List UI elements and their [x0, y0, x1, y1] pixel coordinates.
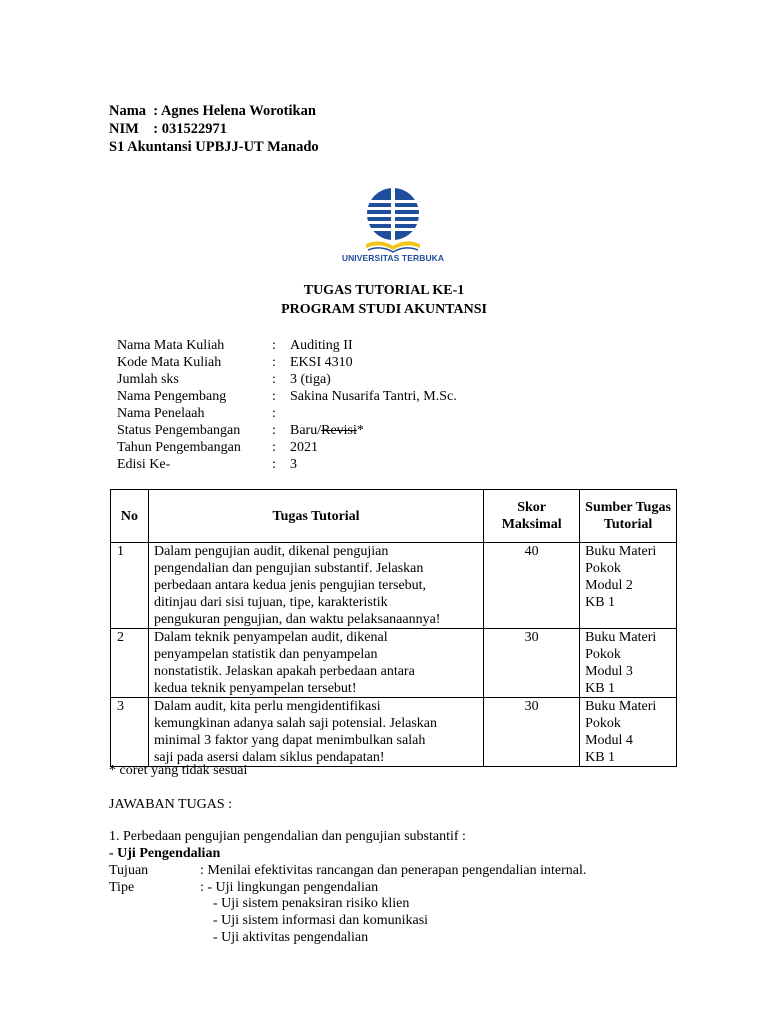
- table-row: [111, 629, 677, 698]
- tipe-label: Tipe: [109, 880, 135, 895]
- source-line: Pokok: [585, 561, 621, 576]
- tipe-item: - Uji aktivitas pengendalian: [206, 930, 369, 945]
- source-line: Modul 3: [585, 664, 633, 679]
- answer-tujuan-row: [109, 863, 586, 879]
- row-score: 30: [484, 698, 580, 767]
- info-colon: :: [272, 440, 276, 455]
- task-line: kedua teknik penyampelan tersebut!: [153, 681, 357, 696]
- student-name-line: Nama : Agnes Helena Worotikan: [109, 103, 316, 119]
- task-line: Dalam pengujian audit, dikenal pengujian: [153, 544, 389, 559]
- document-title: TUGAS TUTORIAL KE-1: [303, 283, 465, 298]
- info-value: 2021: [290, 440, 318, 455]
- source-line: Pokok: [585, 647, 621, 662]
- header-score: Skor Maksimal: [484, 490, 580, 543]
- student-program-line: S1 Akuntansi UPBJJ-UT Manado: [109, 139, 319, 155]
- row-task: [148, 629, 483, 698]
- row-source: [580, 698, 677, 767]
- source-line: KB 1: [585, 750, 616, 765]
- task-line: Dalam audit, kita perlu mengidentifikasi: [153, 699, 381, 714]
- tipe-value: : - Uji lingkungan pengendalian: [200, 880, 379, 895]
- info-value: [290, 405, 457, 422]
- info-row: [117, 439, 457, 456]
- task-line: kemungkinan adanya salah saji potensial. Jelaskan: [153, 716, 437, 731]
- info-row: [117, 371, 457, 388]
- task-line: minimal 3 faktor yang dapat menimbulkan salah: [153, 733, 426, 748]
- tujuan-label: Tujuan: [109, 863, 149, 878]
- info-label: Kode Mata Kuliah: [117, 355, 222, 370]
- info-row: [117, 337, 457, 354]
- info-value: 3: [290, 457, 297, 472]
- info-value: [290, 422, 457, 439]
- info-value: EKSI 4310: [290, 355, 353, 370]
- source-line: Buku Materi: [585, 630, 657, 645]
- task-line: ditinjau dari sisi tujuan, tipe, karakteristik: [153, 595, 388, 610]
- info-value: 3 (tiga): [290, 372, 331, 387]
- info-row: [117, 405, 457, 422]
- table-row: [111, 543, 677, 629]
- source-line: Buku Materi: [585, 699, 657, 714]
- info-colon: :: [272, 457, 276, 472]
- answer-tipe-row: [109, 880, 378, 896]
- info-label: Edisi Ke-: [117, 457, 171, 472]
- info-colon: :: [272, 423, 276, 438]
- row-score: 30: [484, 629, 580, 698]
- source-line: Modul 4: [585, 733, 633, 748]
- task-line: Dalam teknik penyampelan audit, dikenal: [153, 630, 388, 645]
- footnote: * coret yang tidak sesuai: [109, 763, 248, 778]
- info-value: Sakina Nusarifa Tantri, M.Sc.: [290, 389, 457, 404]
- answer-title: JAWABAN TUGAS :: [109, 797, 233, 812]
- info-row: [117, 456, 457, 473]
- task-line: pengukuran pengujian, dan waktu pelaksanaannya!: [153, 612, 441, 627]
- info-colon: :: [272, 406, 276, 421]
- tasks-table: [110, 489, 677, 767]
- task-line: perbedaan antara kedua jenis pengujian tersebut,: [153, 578, 427, 593]
- header-source: Sumber Tugas Tutorial: [580, 490, 677, 543]
- answer-section-heading: - Uji Pengendalian: [109, 846, 221, 861]
- status-revisi-struck: Revisi: [321, 423, 357, 438]
- student-nim-line: NIM : 031522971: [109, 121, 228, 137]
- info-label: Nama Penelaah: [117, 406, 205, 421]
- task-line: nonstatistik. Jelaskan apakah perbedaan antara: [153, 664, 415, 679]
- info-row: [117, 354, 457, 371]
- table-row: [111, 698, 677, 767]
- info-label: Nama Mata Kuliah: [117, 338, 225, 353]
- tasks-header-row: [111, 490, 677, 543]
- info-row: [117, 388, 457, 405]
- status-baru: Baru/: [290, 423, 322, 438]
- tipe-item: - Uji sistem informasi dan komunikasi: [206, 913, 429, 928]
- header-no: No: [111, 490, 149, 543]
- info-colon: :: [272, 338, 276, 353]
- source-line: Modul 2: [585, 578, 633, 593]
- info-label: Tahun Pengembangan: [117, 440, 241, 455]
- info-label: Status Pengembangan: [117, 423, 241, 438]
- task-line: penyampelan statistik dan penyampelan: [153, 647, 378, 662]
- student-identity: [109, 102, 319, 156]
- header-task: Tugas Tutorial: [148, 490, 483, 543]
- row-no: 3: [111, 698, 149, 767]
- row-no: 2: [111, 629, 149, 698]
- tujuan-value: : Menilai efektivitas rancangan dan penerapan pengendalian internal.: [200, 863, 587, 878]
- row-source: [580, 543, 677, 629]
- info-label: Nama Pengembang: [117, 389, 227, 404]
- row-source: [580, 629, 677, 698]
- info-value: Auditing II: [290, 338, 353, 353]
- course-info-table: [117, 337, 457, 473]
- info-label: Jumlah sks: [117, 372, 179, 387]
- row-score: 40: [484, 543, 580, 629]
- task-line: pengendalian dan pengujian substantif. Jelaskan: [153, 561, 424, 576]
- row-no: 1: [111, 543, 149, 629]
- row-task: [148, 543, 483, 629]
- task-line: saji pada asersi dalam siklus pendapatan!: [153, 750, 385, 765]
- answer-question-1: 1. Perbedaan pengujian pengendalian dan pengujian substantif :: [109, 829, 466, 844]
- info-colon: :: [272, 372, 276, 387]
- source-line: KB 1: [585, 595, 616, 610]
- status-asterisk: *: [356, 423, 364, 438]
- source-line: Buku Materi: [585, 544, 657, 559]
- source-line: KB 1: [585, 681, 616, 696]
- info-colon: :: [272, 389, 276, 404]
- info-colon: :: [272, 355, 276, 370]
- info-row: [117, 422, 457, 439]
- source-line: Pokok: [585, 716, 621, 731]
- logo-text: UNIVERSITAS TERBUKA: [341, 253, 445, 263]
- document-subtitle: PROGRAM STUDI AKUNTANSI: [281, 302, 487, 317]
- tipe-item: - Uji sistem penaksiran risiko klien: [206, 896, 410, 911]
- row-task: [148, 698, 483, 767]
